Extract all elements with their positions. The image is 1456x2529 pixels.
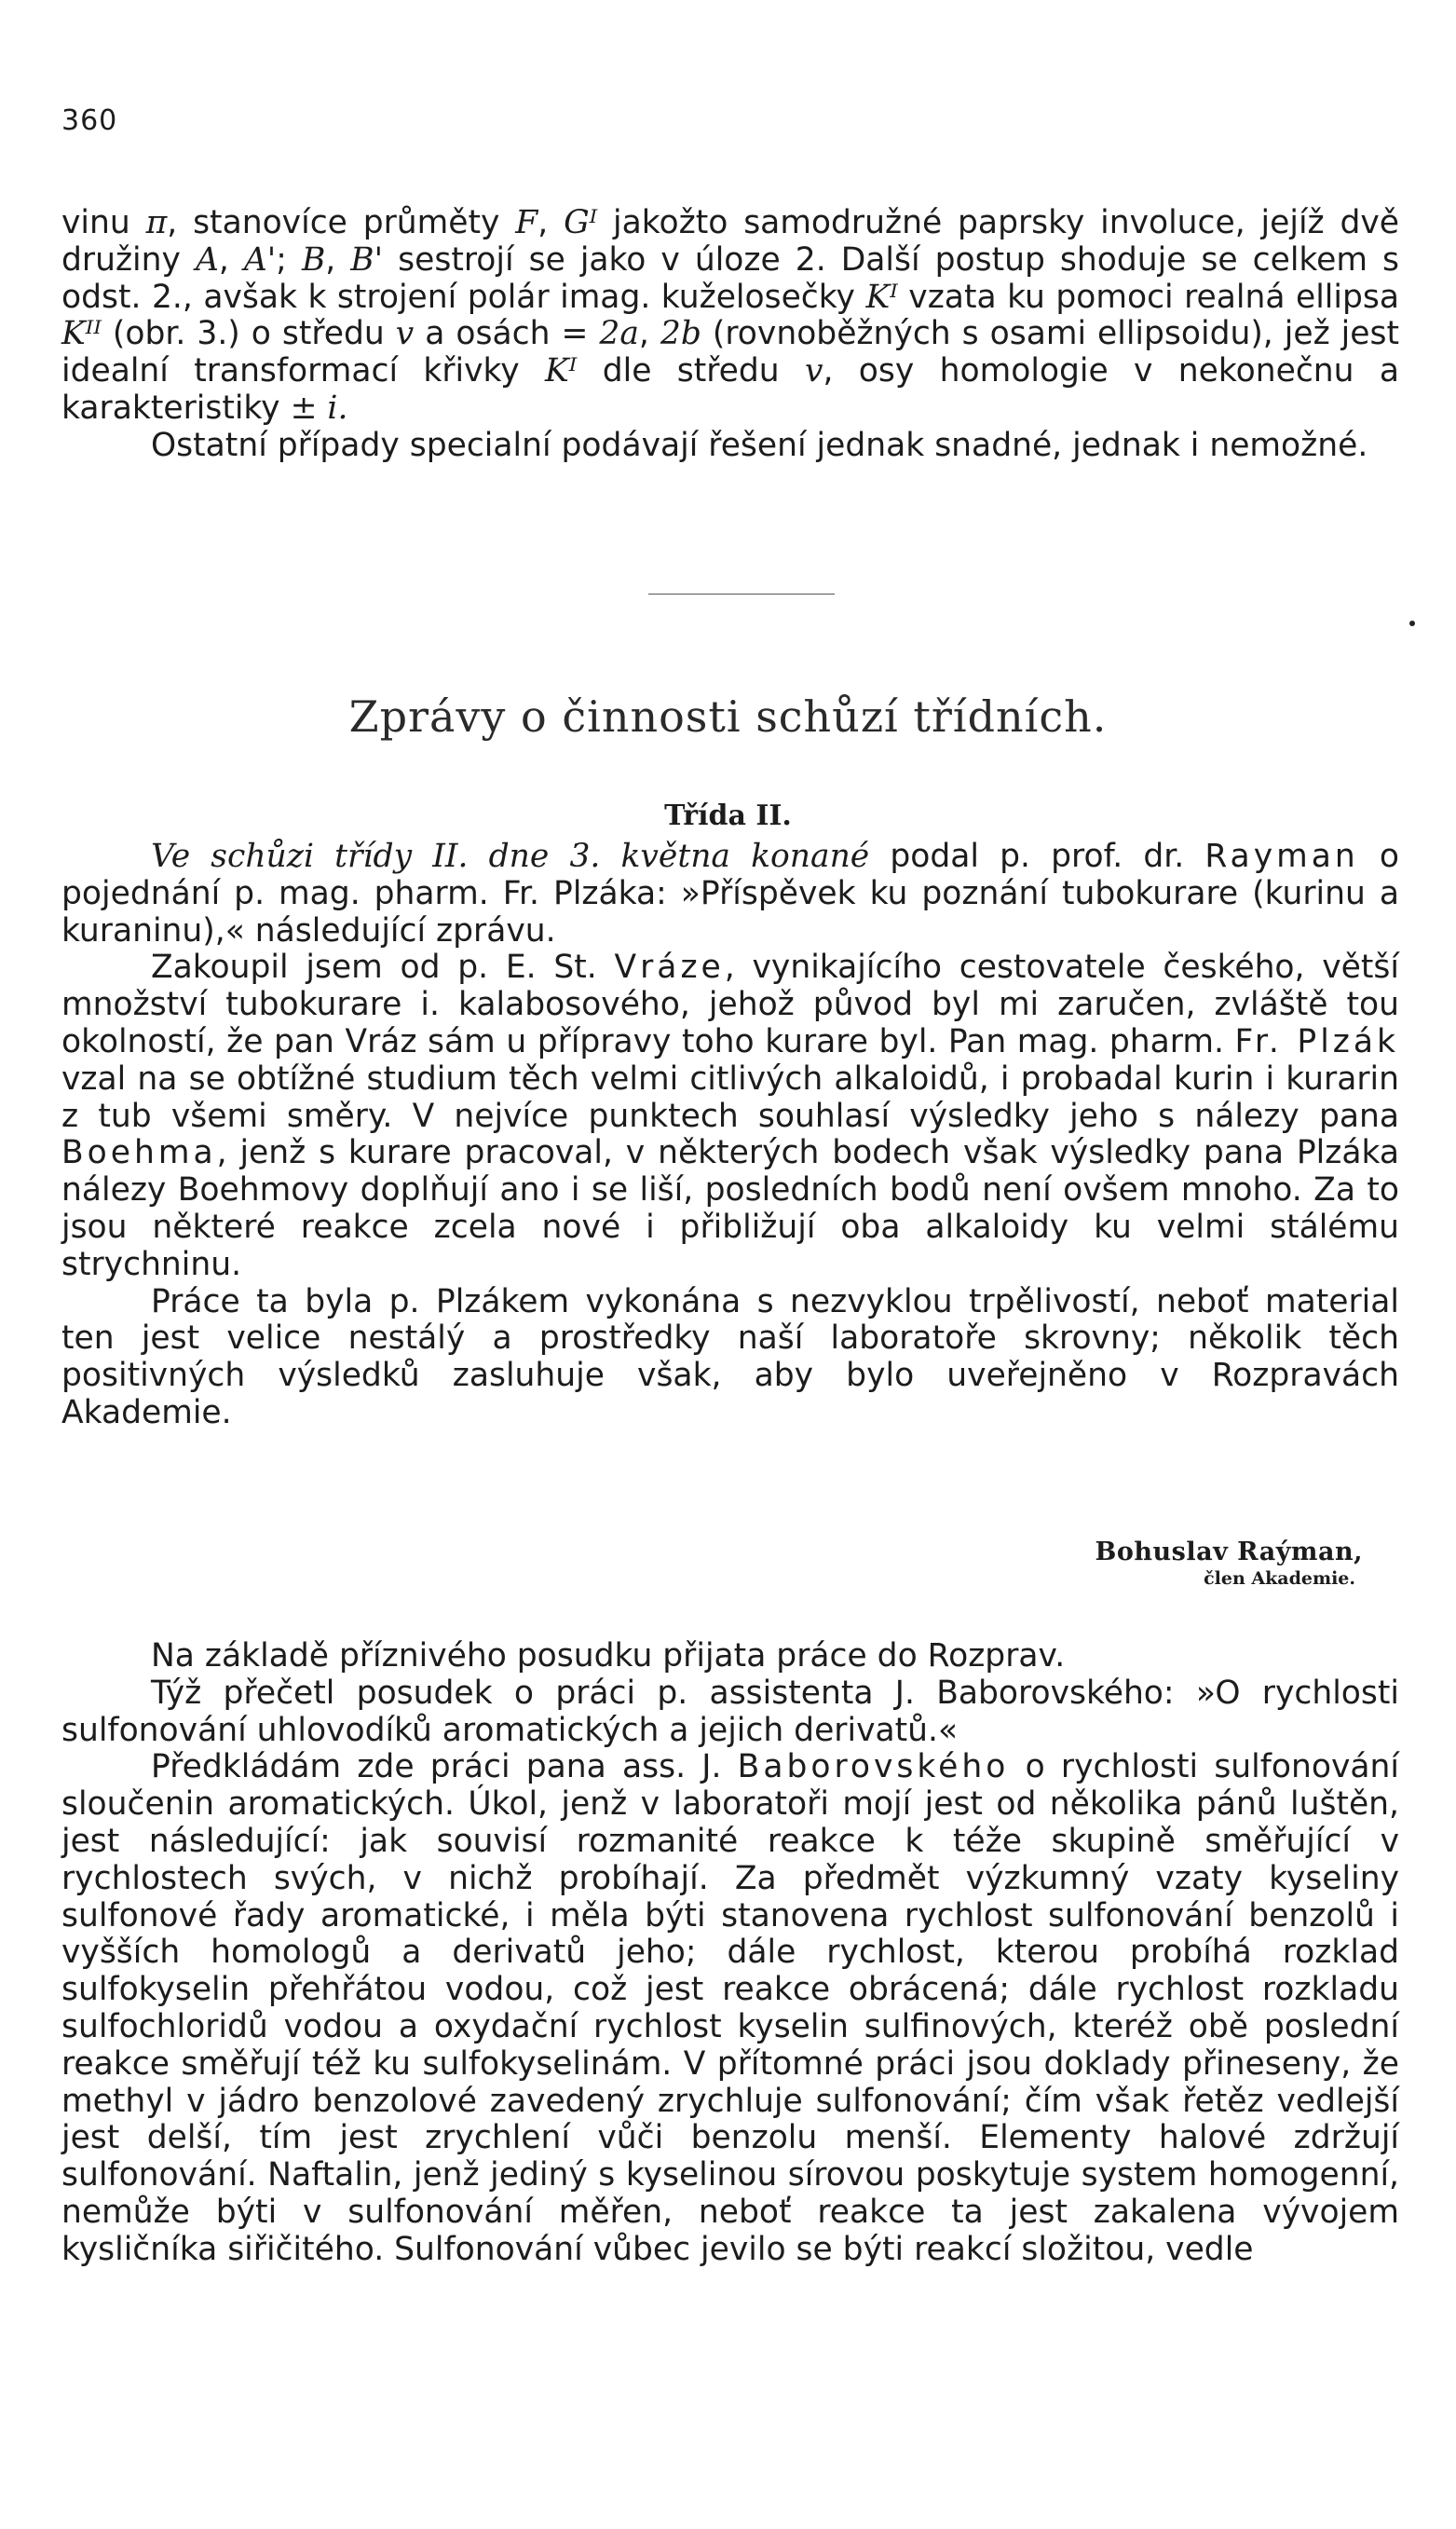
paragraph: Ostatní případy specialní podávají řešení jednak snadné, jednak i nemožné. (151, 426, 1368, 464)
print-speck (1409, 621, 1415, 626)
page-number: 360 (61, 104, 118, 137)
class-heading: Třída II. (664, 800, 792, 832)
paragraph: Předkládám zde práci pana ass. J. Baborovského o rychlosti sulfonování sloučenin aromatických. Úkol, jenž v laboratoři mojí jest od několika pánů luštěn, jest následující: jak souvisí rozmanité reakce k téže skupině směřující v rychlostech svých, v nichž probíhají. Za předmět výzkumný vzaty kyseliny sulfonové řady aromatické, i měla býti stanovena rychlost sulfonování benzolů i vyšších homologů a derivatů jeho; dále rychlost, kterou probíhá rozklad sulfokyselin přehřátou vodou, což jest reakce obrácená; dále rychlost rozkladu sulfochloridů vodou a oxydační rychlost kyselin sulfinových, kteréž obě poslední reakce směřují též ku sulfokyselinám. V přítomné práci jsou doklady přineseny, že methyl v jádro benzolové zavedený zrychluje sulfonování; čím však řetěz vedlejší jest delší, tím jest zrychlení vůči benzolu menší. Elementy halové zdržují sulfonování. Naftalin, jenž jediný s kyselinou sírovou poskytuje system homogenní, nemůže býti v sulfonování měřen, neboť reakce ta jest zakalena vývojem kysličníka siřičitého. Sulfonování vůbec jevilo se býti reakcí složitou, vedle (61, 1748, 1399, 2268)
paragraph: Zakoupil jsem od p. E. St. Vráze, vynikajícího cestovatele českého, větší množství tubokurare i. kalabosového, jehož původ byl mi zaručen, zvláště tou okolností, že pan Vráz sám u přípravy toho kurare byl. Pan mag. pharm. Fr. Plzák vzal na se obtížné studium těch velmi citlivých alkaloidů, i probadal kurin i kurarin z tub všemi směry. V nejvíce punktech souhlasí výsledky jeho s nálezy pana Boehma, jenž s kurare pracoval, v některých bodech však výsledky pana Plzáka nálezy Boehmovy doplňují ano i se liší, posledních bodů není ovšem mnoho. Za to jsou některé reakce zcela nové i přibližují oba alkaloidy ku velmi stálému strychninu. (61, 949, 1400, 1283)
signature (1095, 1538, 1363, 1589)
section-title: Zprávy o činnosti schůzí třídních. (348, 691, 1108, 742)
paragraph: Ve schůzi třídy II. dne 3. května konané podal p. prof. dr. Rayman o pojednání p. mag. pharm. Fr. Plzáka: »Příspěvek ku poznání tubokurare (kurinu a kuraninu),« následující zprávu. (61, 838, 1399, 950)
paragraph: Týž přečetl posudek o práci p. assistenta J. Baborovského: »O rychlosti sulfonování uhlovodíků aromatických a jejich derivatů.« (61, 1674, 1399, 1749)
paragraph: Na základě příznivého posudku přijata práce do Rozprav. (151, 1637, 1066, 1675)
report-text-block (61, 839, 1399, 1432)
continued-text-block (61, 205, 1399, 465)
paragraph: Práce ta byla p. Plzákem vykonána s nezvyklou trpělivostí, neboť material ten jest velice nestálý a prostředky naší laboratoře skrovny; několik těch positivných výsledků zasluhuje však, aby bylo uveřejněno v Rozpravách Akademie. (61, 1282, 1399, 1431)
paragraph: vinu π, stanovíce průměty F, Gᴵ jakožto samodružné paprsky involuce, jejíž dvě družiny A, A'; B, B' sestrojí se jako v úloze 2. Další postup shoduje se celkem s odst. 2., avšak k strojení polár imag. kuželosečky Kᴵ vzata ku pomoci realná ellipsa Kᴵᴵ (obr. 3.) o středu v a osách = 2a, 2b (rovnoběžných s osami ellipsoidu), jež jest idealní transformací křivky Kᴵ dle středu v, osy homologie v nekonečnu a karakteristiky ± i. (61, 204, 1400, 427)
signature-name: Bohuslav Raýman, (1095, 1538, 1363, 1566)
assessment-text-block (61, 1638, 1399, 2269)
signature-role: člen Akademie. (1204, 1568, 1355, 1589)
section-divider (648, 594, 835, 595)
